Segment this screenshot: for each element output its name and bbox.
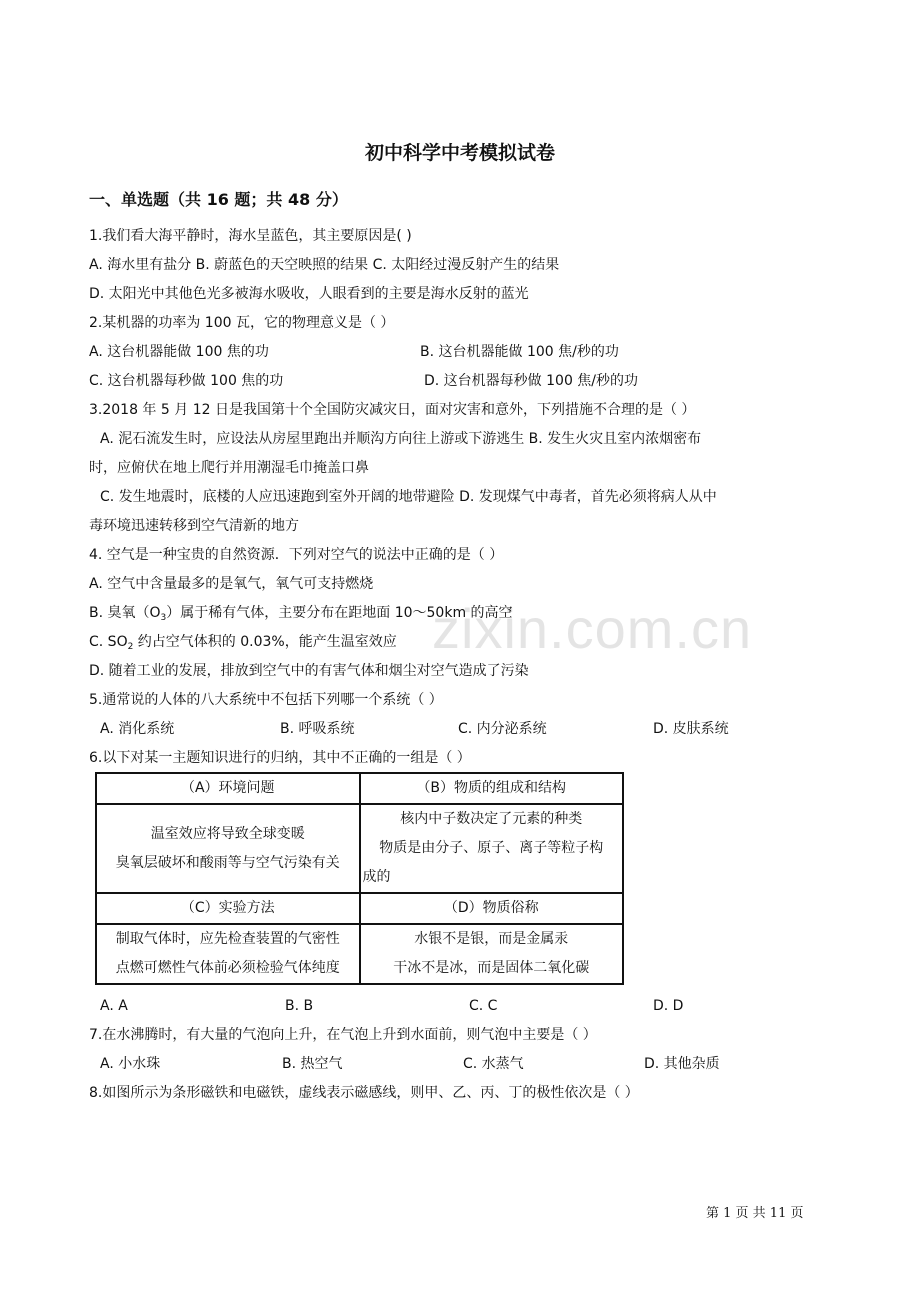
question-8-stem: 8.如图所示为条形磁铁和电磁铁，虚线表示磁感线，则甲、乙、丙、丁的极性依次是（ ） [89,1085,639,1101]
question-2-option-d: D. 这台机器每秒做 100 焦/秒的功 [424,373,639,389]
question-4-option-d: D. 随着工业的发展，排放到空气中的有害气体和烟尘对空气造成了污染 [89,663,529,679]
question-5-option-a: A. 消化系统 [100,721,175,737]
question-3-options-line1: A. 泥石流发生时，应设法从房屋里跑出并顺沟方向往上游或下游逃生 B. 发生火灾且室内浓烟密布 [100,431,702,447]
question-3-options-line4: 毒环境迅速转移到空气清新的地方 [89,518,299,534]
question-5-option-d: D. 皮肤系统 [653,721,729,737]
question-3-options-line3: C. 发生地震时，底楼的人应迅速跑到室外开阔的地带避险 D. 发现煤气中毒者，首先必须将病人从中 [100,489,717,505]
question-4-option-b [89,603,513,623]
question-1-options-line2: D. 太阳光中其他色光多被海水吸收，人眼看到的主要是海水反射的蓝光 [89,286,529,302]
question-1-stem: 1.我们看大海平静时，海水呈蓝色，其主要原因是( ) [89,228,412,244]
question-3-options-line2: 时，应俯伏在地上爬行并用潮湿毛巾掩盖口鼻 [89,460,369,476]
question-6-option-b: B. B [285,998,314,1014]
table-cell-c-body [96,924,360,984]
table-cell-d-head: （D）物质俗称 [360,893,624,924]
question-1-options-line1: A. 海水里有盐分 B. 蔚蓝色的天空映照的结果 C. 太阳经过漫反射产生的结果 [89,257,560,273]
section-heading: 一、单选题（共 16 题；共 48 分） [89,190,348,209]
question-7-option-c: C. 水蒸气 [463,1056,524,1072]
question-6-option-c: C. C [469,998,498,1014]
question-3-stem: 3.2018 年 5 月 12 日是我国第十个全国防灾减灾日，面对灾害和意外，下列措施不合理的是（ ） [89,402,696,418]
option-c-text-post: 约占空气体积的 0.03%，能产生温室效应 [133,634,397,650]
table-text: 臭氧层破坏和酸雨等与空气污染有关 [115,854,340,871]
option-b-text-pre: B. 臭氧（O [89,605,161,621]
watermark: zixin.com.cn [432,597,753,660]
knowledge-table [95,772,624,985]
question-7-option-b: B. 热空气 [282,1056,343,1072]
table-text: 核内中子数决定了元素的种类 [400,811,583,827]
option-c-text-pre: C. SO [89,634,128,650]
question-2-option-a: A. 这台机器能做 100 焦的功 [89,344,269,360]
table-text: 水银不是银，而是金属汞 [414,931,569,947]
subscript: 3 [160,613,167,623]
question-5-option-c: C. 内分泌系统 [458,721,547,737]
table-cell-a-body [96,804,360,893]
question-6-stem: 6.以下对某一主题知识进行的归纳，其中不正确的一组是（ ） [89,750,471,766]
question-7-option-a: A. 小水珠 [100,1056,161,1072]
question-5-option-b: B. 呼吸系统 [280,721,355,737]
question-2-option-b: B. 这台机器能做 100 焦/秒的功 [420,344,619,360]
question-2-option-c: C. 这台机器每秒做 100 焦的功 [89,373,284,389]
page-footer: 第 1 页 共 11 页 [706,1206,804,1221]
question-4-stem: 4. 空气是一种宝贵的自然资源．下列对空气的说法中正确的是（ ） [89,547,504,563]
table-text: 干冰不是冰，而是固体二氧化碳 [393,960,590,976]
table-cell-b-body [360,804,624,893]
table-cell-d-body [360,924,624,984]
question-7-stem: 7.在水沸腾时，有大量的气泡向上升，在气泡上升到水面前，则气泡中主要是（ ） [89,1027,597,1043]
option-b-text-post: ）属于稀有气体，主要分布在距地面 10～50km 的高空 [166,605,513,621]
subscript: 2 [127,642,134,652]
table-cell-b-head: （B）物质的组成和结构 [360,773,624,804]
table-text: 制取气体时，应先检查装置的气密性 [115,931,340,947]
table-text: 点燃可燃性气体前必须检验气体纯度 [115,960,340,976]
question-4-option-a: A. 空气中含量最多的是氧气，氧气可支持燃烧 [89,576,374,592]
question-7-option-d: D. 其他杂质 [644,1056,720,1072]
table-cell-c-head: （C）实验方法 [96,893,360,924]
table-text: 温室效应将导致全球变暖 [150,825,305,842]
question-2-stem: 2.某机器的功率为 100 瓦，它的物理意义是（ ） [89,315,395,331]
table-text: 物质是由分子、原子、离子等粒子构 [379,840,604,856]
question-5-stem: 5.通常说的人体的八大系统中不包括下列哪一个系统（ ） [89,692,443,708]
table-text: 成的 [362,869,391,885]
question-4-option-c [89,632,397,652]
question-6-option-d: D. D [653,998,684,1014]
exam-title: 初中科学中考模拟试卷 [364,142,555,164]
question-6-option-a: A. A [100,998,128,1014]
table-cell-a-head: （A）环境问题 [96,773,360,804]
